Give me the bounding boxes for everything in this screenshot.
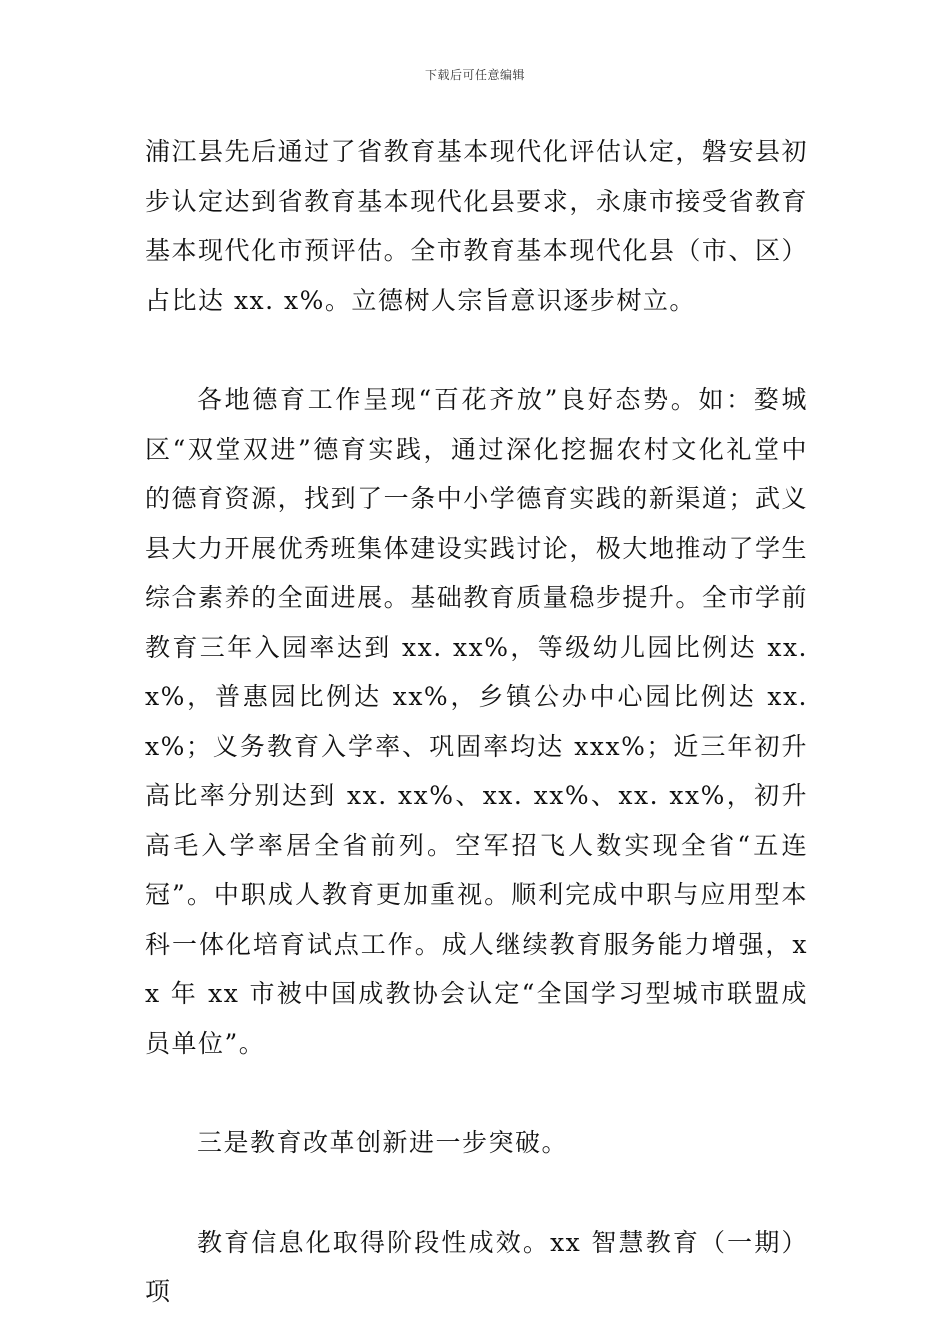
paragraph-spacer (145, 1068, 808, 1118)
paragraph-2: 各地德育工作呈现“百花齐放”良好态势。如：婺城区“双堂双进”德育实践，通过深化挖掘农村文化礼堂中的德育资源，找到了一条中小学德育实践的新渠道；武义县大力开展优秀班集体建设实践讨论，极大地推动了学生综合素养的全面进展。基础教育质量稳步提升。全市学前教育三年入园率达到 xx. xx%，等级幼儿园比例达 xx. x%，普惠园比例达 xx%，乡镇公办中心园比例达 xx. x%；义务教育入学率、巩固率均达 xxx%；近三年初升高比率分别达到 xx. xx%、xx. xx%、xx. xx%，初升高毛入学率居全省前列。空军招飞人数实现全省“五连冠”。中职成人教育更加重视。顺利完成中职与应用型本科一体化培育试点工作。成人继续教育服务能力增强，xx 年 xx 市被中国成教协会认定“全国学习型城市联盟成员单位”。 (145, 385, 808, 1058)
paragraph-3-heading: 三是教育改革创新进一步突破。 (197, 1128, 569, 1157)
paragraph-spacer (145, 325, 808, 375)
page-header-note: 下载后可任意编辑 (424, 68, 525, 82)
document-body (145, 127, 808, 1317)
paragraph-4: 教育信息化取得阶段性成效。xx 智慧教育（一期）项 (145, 1227, 808, 1306)
paragraph-spacer (145, 1168, 808, 1218)
paragraph-1: 浦江县先后通过了省教育基本现代化评估认定，磐安县初步认定达到省教育基本现代化县要求，永康市接受省教育基本现代化市预评估。全市教育基本现代化县（市、区）占比达 xx. x%。立德树人宗旨意识逐步树立。 (145, 137, 808, 315)
